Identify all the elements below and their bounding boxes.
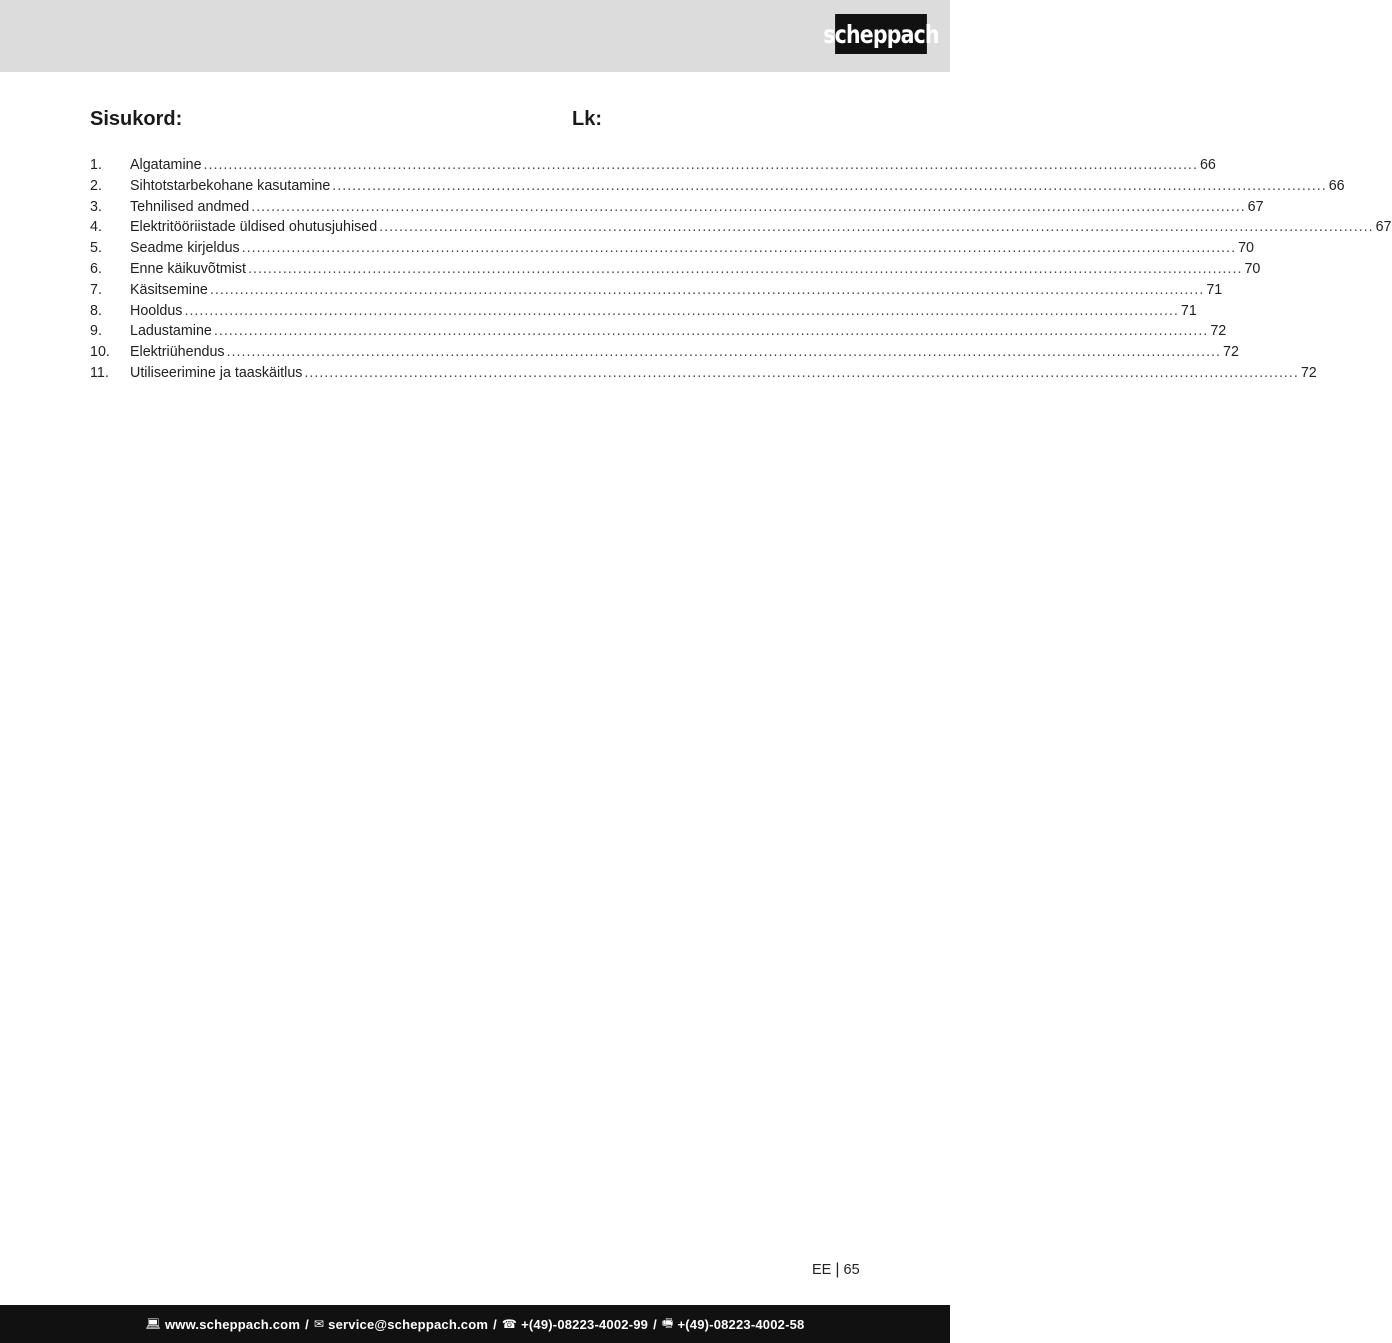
toc-entry-page: 72 [1223,344,1239,361]
toc-entry-number: 9. [90,323,102,340]
toc-entry-number: 10. [90,344,110,361]
separator: / [493,1316,497,1332]
toc-entry-title: Sihtotstarbekohane kasutamine [130,177,331,194]
toc-entry-6[interactable] [90,259,1261,280]
page-number: 65 [843,1262,860,1278]
toc-entry-number: 1. [90,157,102,173]
laptop-icon: 💻︎ [145,1317,161,1331]
toc-dot-leader: ........................................................................................................................................................................................................ [184,302,1179,319]
toc-dot-leader: ........................................................................................................................................................................................................ [379,219,1374,236]
toc-entry-title: Seadme kirjeldus [130,240,240,257]
toc-entry-number: 4. [90,219,102,236]
toc-entry-page: 70 [1238,240,1255,257]
envelope-icon: ✉︎ [313,1317,325,1331]
telephone-icon: ☎︎ [501,1317,518,1331]
toc-entry-title: Hooldus [130,302,183,319]
page-number-label [812,1261,860,1279]
toc-entry-title: Enne käikuvõtmist [130,260,247,277]
toc-entry-page: 72 [1210,323,1227,340]
divider: | [835,1261,840,1278]
website-link[interactable]: www.scheppach.com [164,1316,301,1332]
toc-entry-3[interactable] [90,197,1264,218]
toc-entry-page: 70 [1244,260,1261,277]
toc-entry-title: Ladustamine [130,323,212,340]
toc-entry-page: 71 [1180,302,1197,319]
toc-entry-9[interactable] [90,321,1227,342]
fax-icon: 🖷︎ [661,1315,674,1330]
fax-number: +(49)-08223-4002-58 [677,1316,805,1332]
toc-entry-number: 6. [90,260,102,277]
toc-entry-1[interactable] [90,155,1216,176]
toc-entry-number: 5. [90,240,102,257]
toc-entry-number: 7. [90,281,102,298]
header-band [0,0,950,72]
toc-entry-number: 3. [90,198,102,215]
toc-dot-leader: ........................................................................................................................................................................................................ [226,344,1222,361]
contact-footer [0,1305,950,1343]
toc-entry-2[interactable] [90,176,1345,197]
phone-number[interactable]: +(49)-08223-4002-99 [521,1316,649,1332]
toc-heading: Sisukord: [90,108,183,130]
toc-dot-leader: ........................................................................................................................................................................................................ [248,260,1243,277]
toc-entry-page: 66 [1328,177,1345,194]
toc-dot-leader: ........................................................................................................................................................................................................ [241,240,1237,257]
toc-entry-page: 67 [1375,219,1392,236]
toc-page-heading: Lk: [572,108,602,130]
scheppach-logo: scheppach [835,14,927,54]
toc-entry-title: Tehnilised andmed [130,198,250,215]
table-of-contents [90,155,1392,384]
toc-entry-title: Käsitsemine [130,281,208,298]
toc-dot-leader: ........................................................................................................................................................................................................ [251,198,1246,215]
toc-entry-number: 2. [90,177,102,194]
toc-entry-11[interactable] [90,363,1317,384]
toc-entry-page: 72 [1300,364,1317,381]
toc-entry-8[interactable] [90,301,1197,322]
toc-entry-5[interactable] [90,238,1255,259]
separator: / [653,1316,657,1332]
toc-entry-page: 71 [1206,281,1223,298]
toc-entry-page: 67 [1247,198,1264,215]
toc-dot-leader: ........................................................................................................................................................................................................ [209,281,1205,298]
toc-entry-number: 8. [90,302,102,319]
language-code: EE [812,1262,832,1278]
toc-entry-title: Utiliseerimine ja taaskäitlus [130,364,303,381]
toc-entry-7[interactable] [90,280,1223,301]
toc-entry-title: Elektriühendus [130,344,225,361]
toc-entry-title: Algatamine [130,157,202,173]
toc-entry-title: Elektritööriistade üldised ohutusjuhised [130,219,378,236]
toc-entry-10[interactable] [90,342,1239,363]
toc-entry-number: 11. [90,364,109,381]
toc-dot-leader: ........................................................................................................................................................................................................ [213,323,1209,340]
toc-entry-4[interactable] [90,217,1392,238]
toc-dot-leader: ........................................................................................................................................................................................................ [304,364,1299,381]
separator: / [305,1316,309,1332]
email-link[interactable]: service@scheppach.com [328,1316,489,1332]
toc-dot-leader: ........................................................................................................................................................................................................ [332,177,1327,194]
toc-entry-page: 66 [1199,157,1216,173]
toc-dot-leader: ........................................................................................................................................................................................................ [203,157,1198,173]
